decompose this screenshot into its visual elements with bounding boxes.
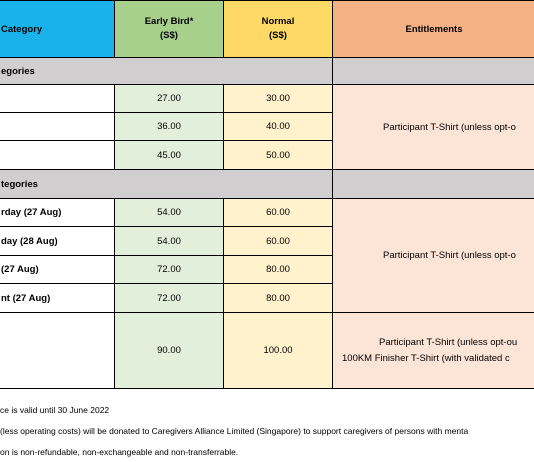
header-normal-label: Normal [261, 16, 295, 27]
section2-entitlement [332, 198, 534, 313]
normal-value: 30.00 [266, 93, 290, 104]
last-row-entitlement [332, 312, 534, 389]
early-bird-value: 72.00 [157, 292, 181, 304]
table-row-category [0, 312, 115, 389]
section1-entitlement-header [332, 57, 534, 85]
normal-value: 80.00 [266, 264, 290, 275]
entitlement-line2: 100KM Finisher T-Shirt (with validated c [342, 352, 510, 364]
section2-title [0, 169, 333, 199]
header-category [0, 0, 115, 58]
early-bird-value: 54.00 [157, 207, 181, 218]
header-normal-unit: (S$) [269, 30, 287, 41]
normal-value: 40.00 [266, 121, 290, 132]
category-label: (27 Aug) [1, 264, 39, 275]
table-row-category [0, 140, 115, 170]
header-early-bird-unit: (S$) [160, 30, 178, 41]
early-bird-price [114, 198, 224, 227]
section1-entitlement [332, 84, 534, 170]
header-early-bird [114, 0, 224, 58]
entitlement-text: Participant T-Shirt (unless opt-o [383, 250, 516, 261]
early-bird-price [114, 112, 224, 141]
early-bird-price [114, 312, 224, 389]
normal-value: 50.00 [266, 149, 290, 161]
header-normal [223, 0, 333, 58]
normal-value: 100.00 [263, 345, 293, 356]
section2-title-label: tegories [1, 178, 38, 190]
early-bird-value: 90.00 [157, 345, 181, 356]
header-category-label: Category [1, 23, 43, 35]
footnote-text: (less operating costs) will be donated to Caregivers Alliance Limited (Singapore) to support caregivers of persons with menta [0, 426, 469, 436]
footnote-text: on is non-refundable, non-exchangeable and non-transferrable. [0, 447, 239, 457]
normal-price [223, 140, 333, 170]
category-label: nt (27 Aug) [1, 292, 51, 304]
early-bird-price [114, 226, 224, 256]
footnote-refund-policy [0, 447, 238, 457]
table-row-category [0, 112, 115, 141]
header-entitlements [332, 0, 534, 58]
category-label: rday (27 Aug) [1, 207, 62, 218]
table-row-category [0, 255, 115, 284]
normal-value: 80.00 [266, 292, 290, 304]
early-bird-value: 36.00 [157, 121, 181, 132]
early-bird-value: 27.00 [157, 93, 181, 104]
header-entitlements-label: Entitlements [405, 23, 463, 35]
section2-entitlement-header [332, 169, 534, 199]
normal-value: 60.00 [266, 207, 290, 218]
table-row-category [0, 198, 115, 227]
entitlement-line1: Participant T-Shirt (unless opt-ou [379, 336, 518, 348]
normal-price [223, 84, 333, 113]
early-bird-value: 45.00 [157, 149, 181, 161]
footnote-text: ce is valid until 30 June 2022 [0, 405, 110, 415]
section1-title-label: egories [1, 65, 35, 77]
normal-price [223, 226, 333, 256]
section1-title [0, 57, 333, 85]
entitlement-text: Participant T-Shirt (unless opt-o [383, 121, 516, 133]
normal-price [223, 198, 333, 227]
table-row-category [0, 84, 115, 113]
early-bird-price [114, 255, 224, 284]
category-label: day (28 Aug) [1, 235, 58, 247]
normal-price [223, 112, 333, 141]
normal-price [223, 283, 333, 313]
early-bird-price [114, 283, 224, 313]
table-row-category [0, 226, 115, 256]
early-bird-price [114, 84, 224, 113]
early-bird-value: 54.00 [157, 235, 181, 247]
footnote-early-bird [0, 405, 109, 415]
table-row-category [0, 283, 115, 313]
normal-price [223, 255, 333, 284]
normal-price [223, 312, 333, 389]
early-bird-price [114, 140, 224, 170]
normal-value: 60.00 [266, 235, 290, 247]
early-bird-value: 72.00 [157, 264, 181, 275]
footnote-donation [0, 426, 468, 436]
header-early-bird-label: Early Bird* [144, 16, 194, 27]
